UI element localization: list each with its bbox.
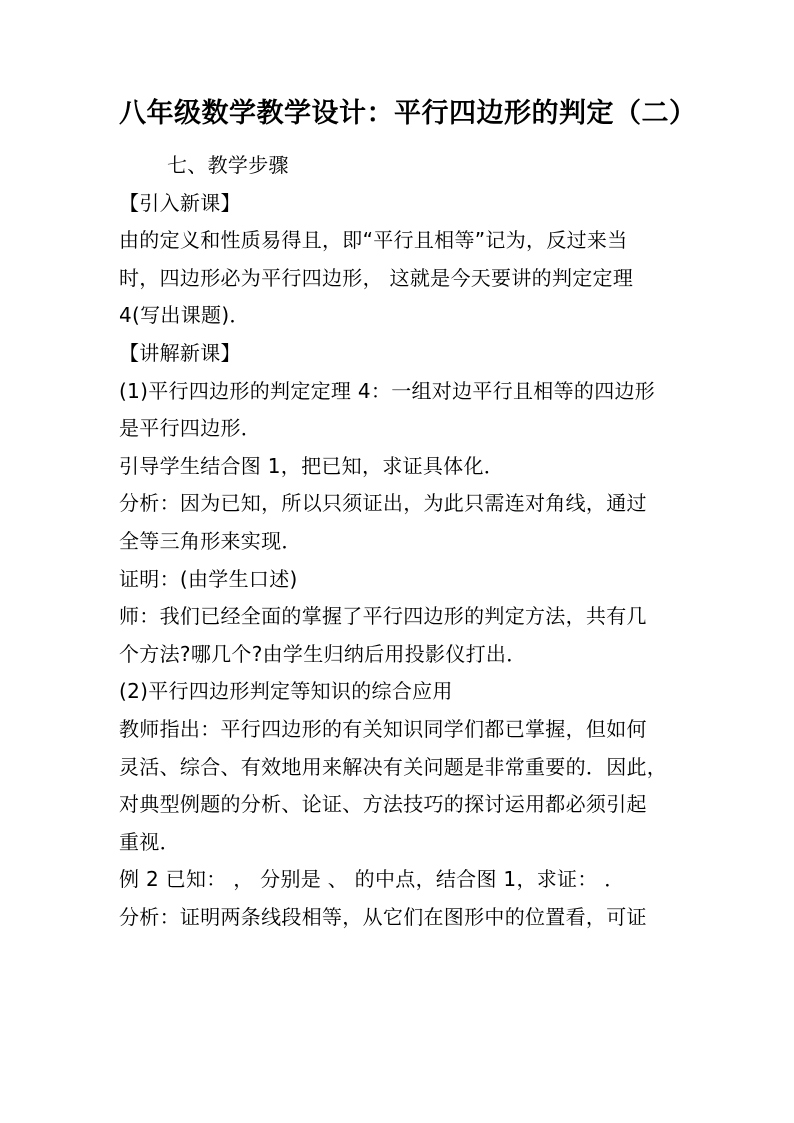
paragraph-line: 是平行四边形．	[119, 416, 262, 441]
paragraph-line: (2)平行四边形判定等知识的综合应用	[119, 679, 453, 704]
paragraph-line: 全等三角形来实现．	[119, 528, 302, 553]
paragraph-line: (1)平行四边形的判定定理 4：一组对边平行且相等的四边形	[119, 378, 656, 403]
document-body	[119, 147, 679, 936]
paragraph-line: 由的定义和性质易得且，即“平行且相等”记为，反过来当	[119, 228, 628, 253]
paragraph-line: 师：我们已经全面的掌握了平行四边形的判定方法，共有几	[119, 604, 647, 629]
paragraph-line: 对典型例题的分析、论证、方法技巧的探讨运用都必须引起	[119, 792, 647, 817]
example-line: 例 2 已知： ， 分别是 、 的中点，结合图 1，求证： ．	[119, 867, 625, 892]
paragraph-line: 证明：(由学生口述)	[119, 566, 298, 591]
paragraph-line: 分析：证明两条线段相等，从它们在图形中的位置看，可证	[119, 904, 647, 929]
document-title: 八年级数学教学设计：平行四边形的判定（二）	[119, 98, 697, 129]
paragraph-line: 重视．	[119, 829, 180, 854]
paragraph-line: 时，四边形必为平行四边形， 这就是今天要讲的判定定理	[119, 265, 634, 290]
paragraph-line: 灵活、综合、有效地用来解决有关问题是非常重要的．因此，	[119, 754, 668, 779]
paragraph-line: 引导学生结合图 1，把已知，求证具体化．	[119, 453, 505, 478]
subheading-explain-lesson: 【讲解新课】	[119, 340, 241, 365]
paragraph-line: 教师指出：平行四边形的有关知识同学们都已掌握，但如何	[119, 716, 647, 741]
section-heading-teaching-steps: 七、教学步骤	[167, 153, 289, 177]
paragraph-line: 4(写出课题)．	[119, 303, 250, 328]
paragraph-line: 个方法?哪几个?由学生归纳后用投影仪打出．	[119, 641, 527, 666]
subheading-introduce-lesson: 【引入新课】	[119, 190, 241, 215]
paragraph-line: 分析：因为已知，所以只须证出，为此只需连对角线，通过	[119, 491, 647, 516]
